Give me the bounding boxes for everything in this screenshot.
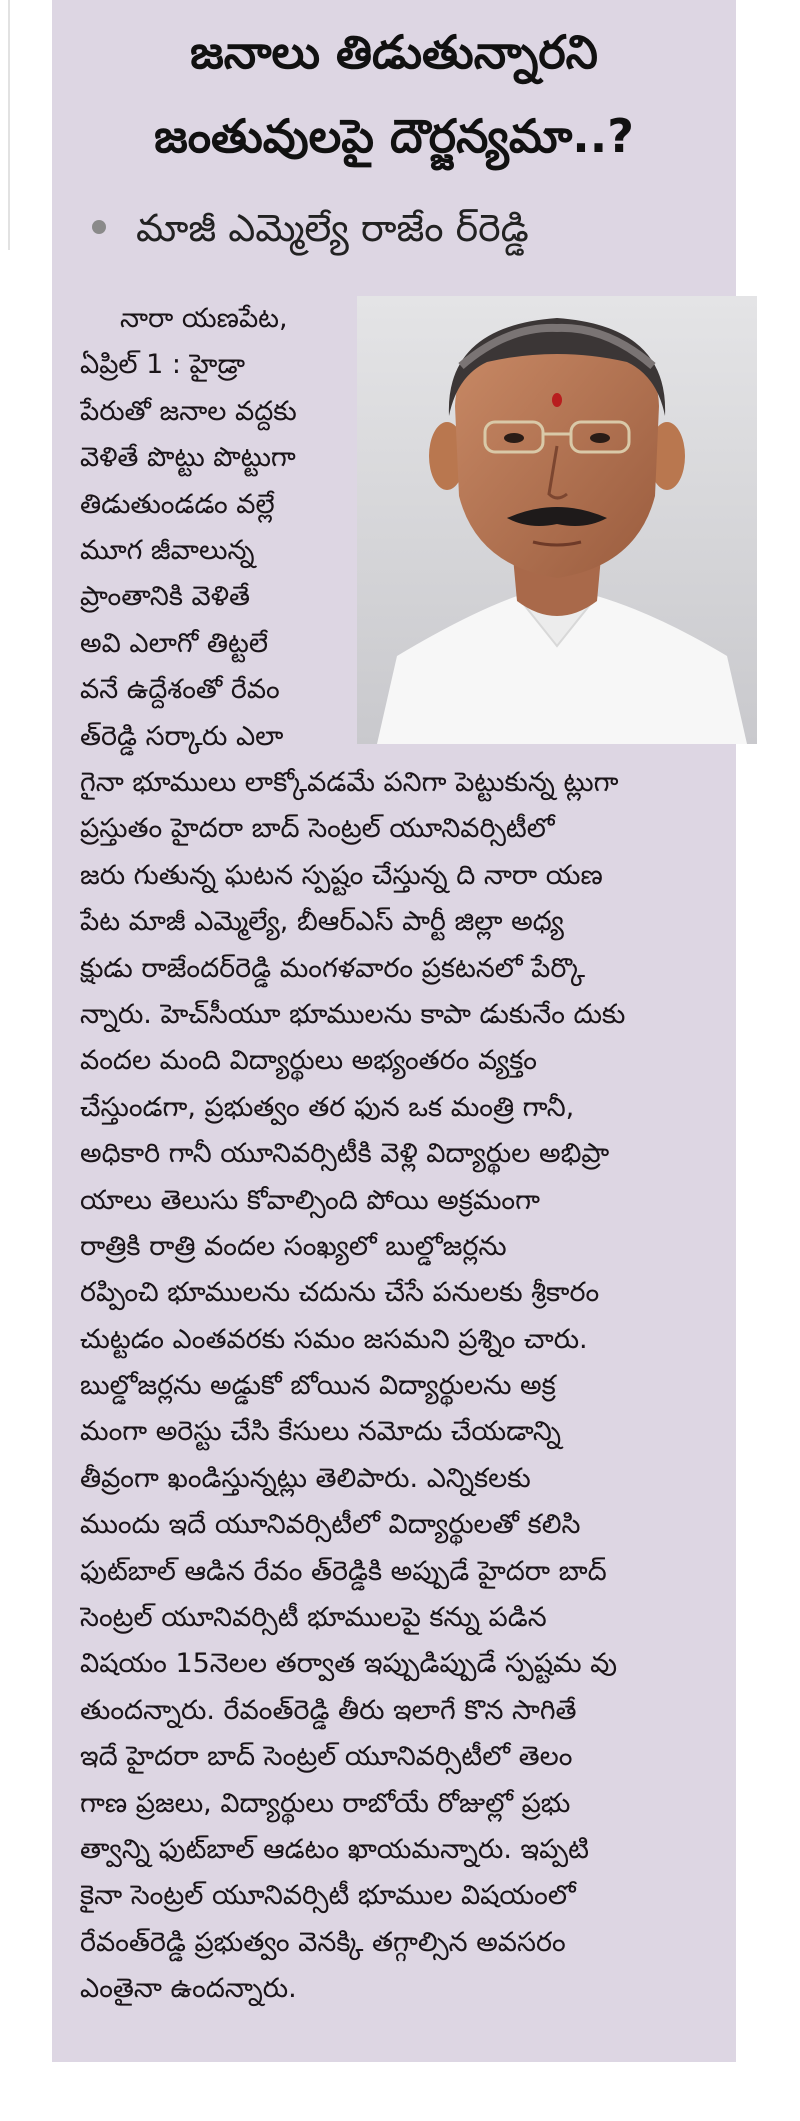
article-text-line: విషయం 15నెలల తర్వాత ఇప్పుడిప్పుడే స్పష్టమ వు	[80, 1648, 618, 1680]
article-text-line: సెంట్రల్ యూనివర్సిటీ భూములపై కన్ను పడిన	[80, 1602, 547, 1634]
news-article	[52, 0, 736, 2062]
article-text-line: వందల మంది విద్యార్థులు అభ్యంతరం వ్యక్తం	[80, 1045, 537, 1077]
article-body-narrow-column	[80, 296, 342, 760]
article-text-line: వెళితే పొట్టు పొట్టుగా	[80, 442, 296, 474]
article-text-line: అవి ఎలాగో తిట్టలే	[80, 627, 269, 659]
article-text-line: రేవంత్‌రెడ్డి ప్రభుత్వం వెనక్కి తగ్గాల్సిన అవసరం	[80, 1926, 566, 1958]
article-text-line: పేట మాజీ ఎమ్మెల్యే, బీఆర్ఎస్ పార్టీ జిల్లా అధ్య	[80, 906, 564, 938]
article-text-line: త్‌రెడ్డి సర్కారు ఎలా	[80, 720, 284, 752]
article-text-line: మంగా అరెస్టు చేసి కేసులు నమోదు చేయడాన్ని	[80, 1416, 561, 1448]
article-text-line: త్వాన్ని ఫుట్‌బాల్ ఆడటం ఖాయమన్నారు. ఇప్పటి	[80, 1833, 589, 1865]
article-text-line: కైనా సెంట్రల్ యూనివర్సిటీ భూముల విషయంలో	[80, 1880, 576, 1912]
article-text-line: చేస్తుండగా, ప్రభుత్వం తర ఫున ఒక మంత్రి గానీ,	[80, 1091, 575, 1123]
article-text-line: తీవ్రంగా ఖండిస్తున్నట్లు తెలిపారు. ఎన్నికలకు	[80, 1462, 531, 1494]
subheadline	[92, 200, 712, 256]
article-text-line: చుట్టడం ఎంతవరకు సమం జసమని ప్రశ్నిం చారు.	[80, 1323, 588, 1355]
bullet-icon	[92, 220, 106, 234]
article-text-line: పేరుతో జనాల వద్దకు	[80, 395, 297, 427]
article-text-line: తిడుతుండడం వల్లే	[80, 488, 275, 520]
article-text-line: గాణ ప్రజలు, విద్యార్థులు రాబోయే రోజుల్లో ప్రభు	[80, 1787, 571, 1819]
article-text-line: తుందన్నారు. రేవంత్‌రెడ్డి తీరు ఇలాగే కొన సాగితే	[80, 1694, 577, 1726]
article-text-line: గైనా భూములు లాక్కోవడమే పనిగా పెట్టుకున్న ట్లుగా	[80, 767, 619, 798]
article-body-full-column	[80, 760, 720, 2013]
portrait-illustration	[357, 296, 757, 744]
article-text-line: బుల్డోజర్లను అడ్డుకో బోయిన విద్యార్థులను అక్ర	[80, 1370, 556, 1402]
article-text-line: ప్రాంతానికి వెళితే	[80, 581, 250, 613]
article-text-line: ఏప్రిల్ 1 : హైడ్రా	[80, 349, 245, 381]
subheadline-text: మాజీ ఎమ్మెల్యే రాజేం ర్‌రెడ్డి	[136, 206, 529, 250]
headline-line-1: జనాలు తిడుతున్నారని	[190, 25, 598, 79]
article-text-line: అధికారి గానీ యూనివర్సిటీకి వెళ్లి విద్యార్థుల అభిప్రా	[80, 1138, 610, 1170]
article-text-line: న్నారు. హెచ్‌సీయూ భూములను కాపా డుకునేం దుకు	[80, 998, 626, 1030]
headline-line-2: జంతువులపై దౌర్జన్యమా..?	[154, 109, 634, 163]
article-text-line: రాత్రికి రాత్రి వందల సంఖ్యలో బుల్డోజర్లను	[80, 1230, 507, 1262]
page-margin-rule	[8, 0, 10, 250]
article-text-line: ఇదే హైదరా బాద్ సెంట్రల్ యూనివర్సిటీలో తెలం	[80, 1741, 573, 1773]
article-text-line: ప్రస్తుతం హైదరా బాద్ సెంట్రల్ యూనివర్సిటీలో	[80, 813, 555, 845]
article-text-line: రప్పించి భూములను చదును చేసే పనులకు శ్రీకారం	[80, 1277, 600, 1309]
article-text-line: యాలు తెలుసు కోవాల్సింది పోయి అక్రమంగా	[80, 1184, 540, 1216]
article-text-line: ఫుట్‌బాల్ ఆడిన రేవం త్‌రెడ్డికి అప్పుడే హైదరా బాద్	[80, 1555, 607, 1587]
portrait-photo	[357, 296, 757, 744]
article-text-line: నారా యణపేట,	[120, 303, 288, 334]
article-text-line: జరు గుతున్న ఘటన స్పష్టం చేస్తున్న ది నారా యణ	[80, 859, 603, 891]
article-text-line: ఎంతైనా ఉందన్నారు.	[80, 1973, 297, 2005]
article-text-line: ముందు ఇదే యూనివర్సిటీలో విద్యార్థులతో కలిసి	[80, 1509, 581, 1541]
article-text-line: మూగ జీవాలున్న	[80, 534, 255, 566]
article-text-line: వనే ఉద్దేశంతో రేవం	[80, 674, 280, 706]
article-text-line: క్షుడు రాజేందర్‌రెడ్డి మంగళవారం ప్రకటనలో పేర్కొ	[80, 952, 586, 984]
